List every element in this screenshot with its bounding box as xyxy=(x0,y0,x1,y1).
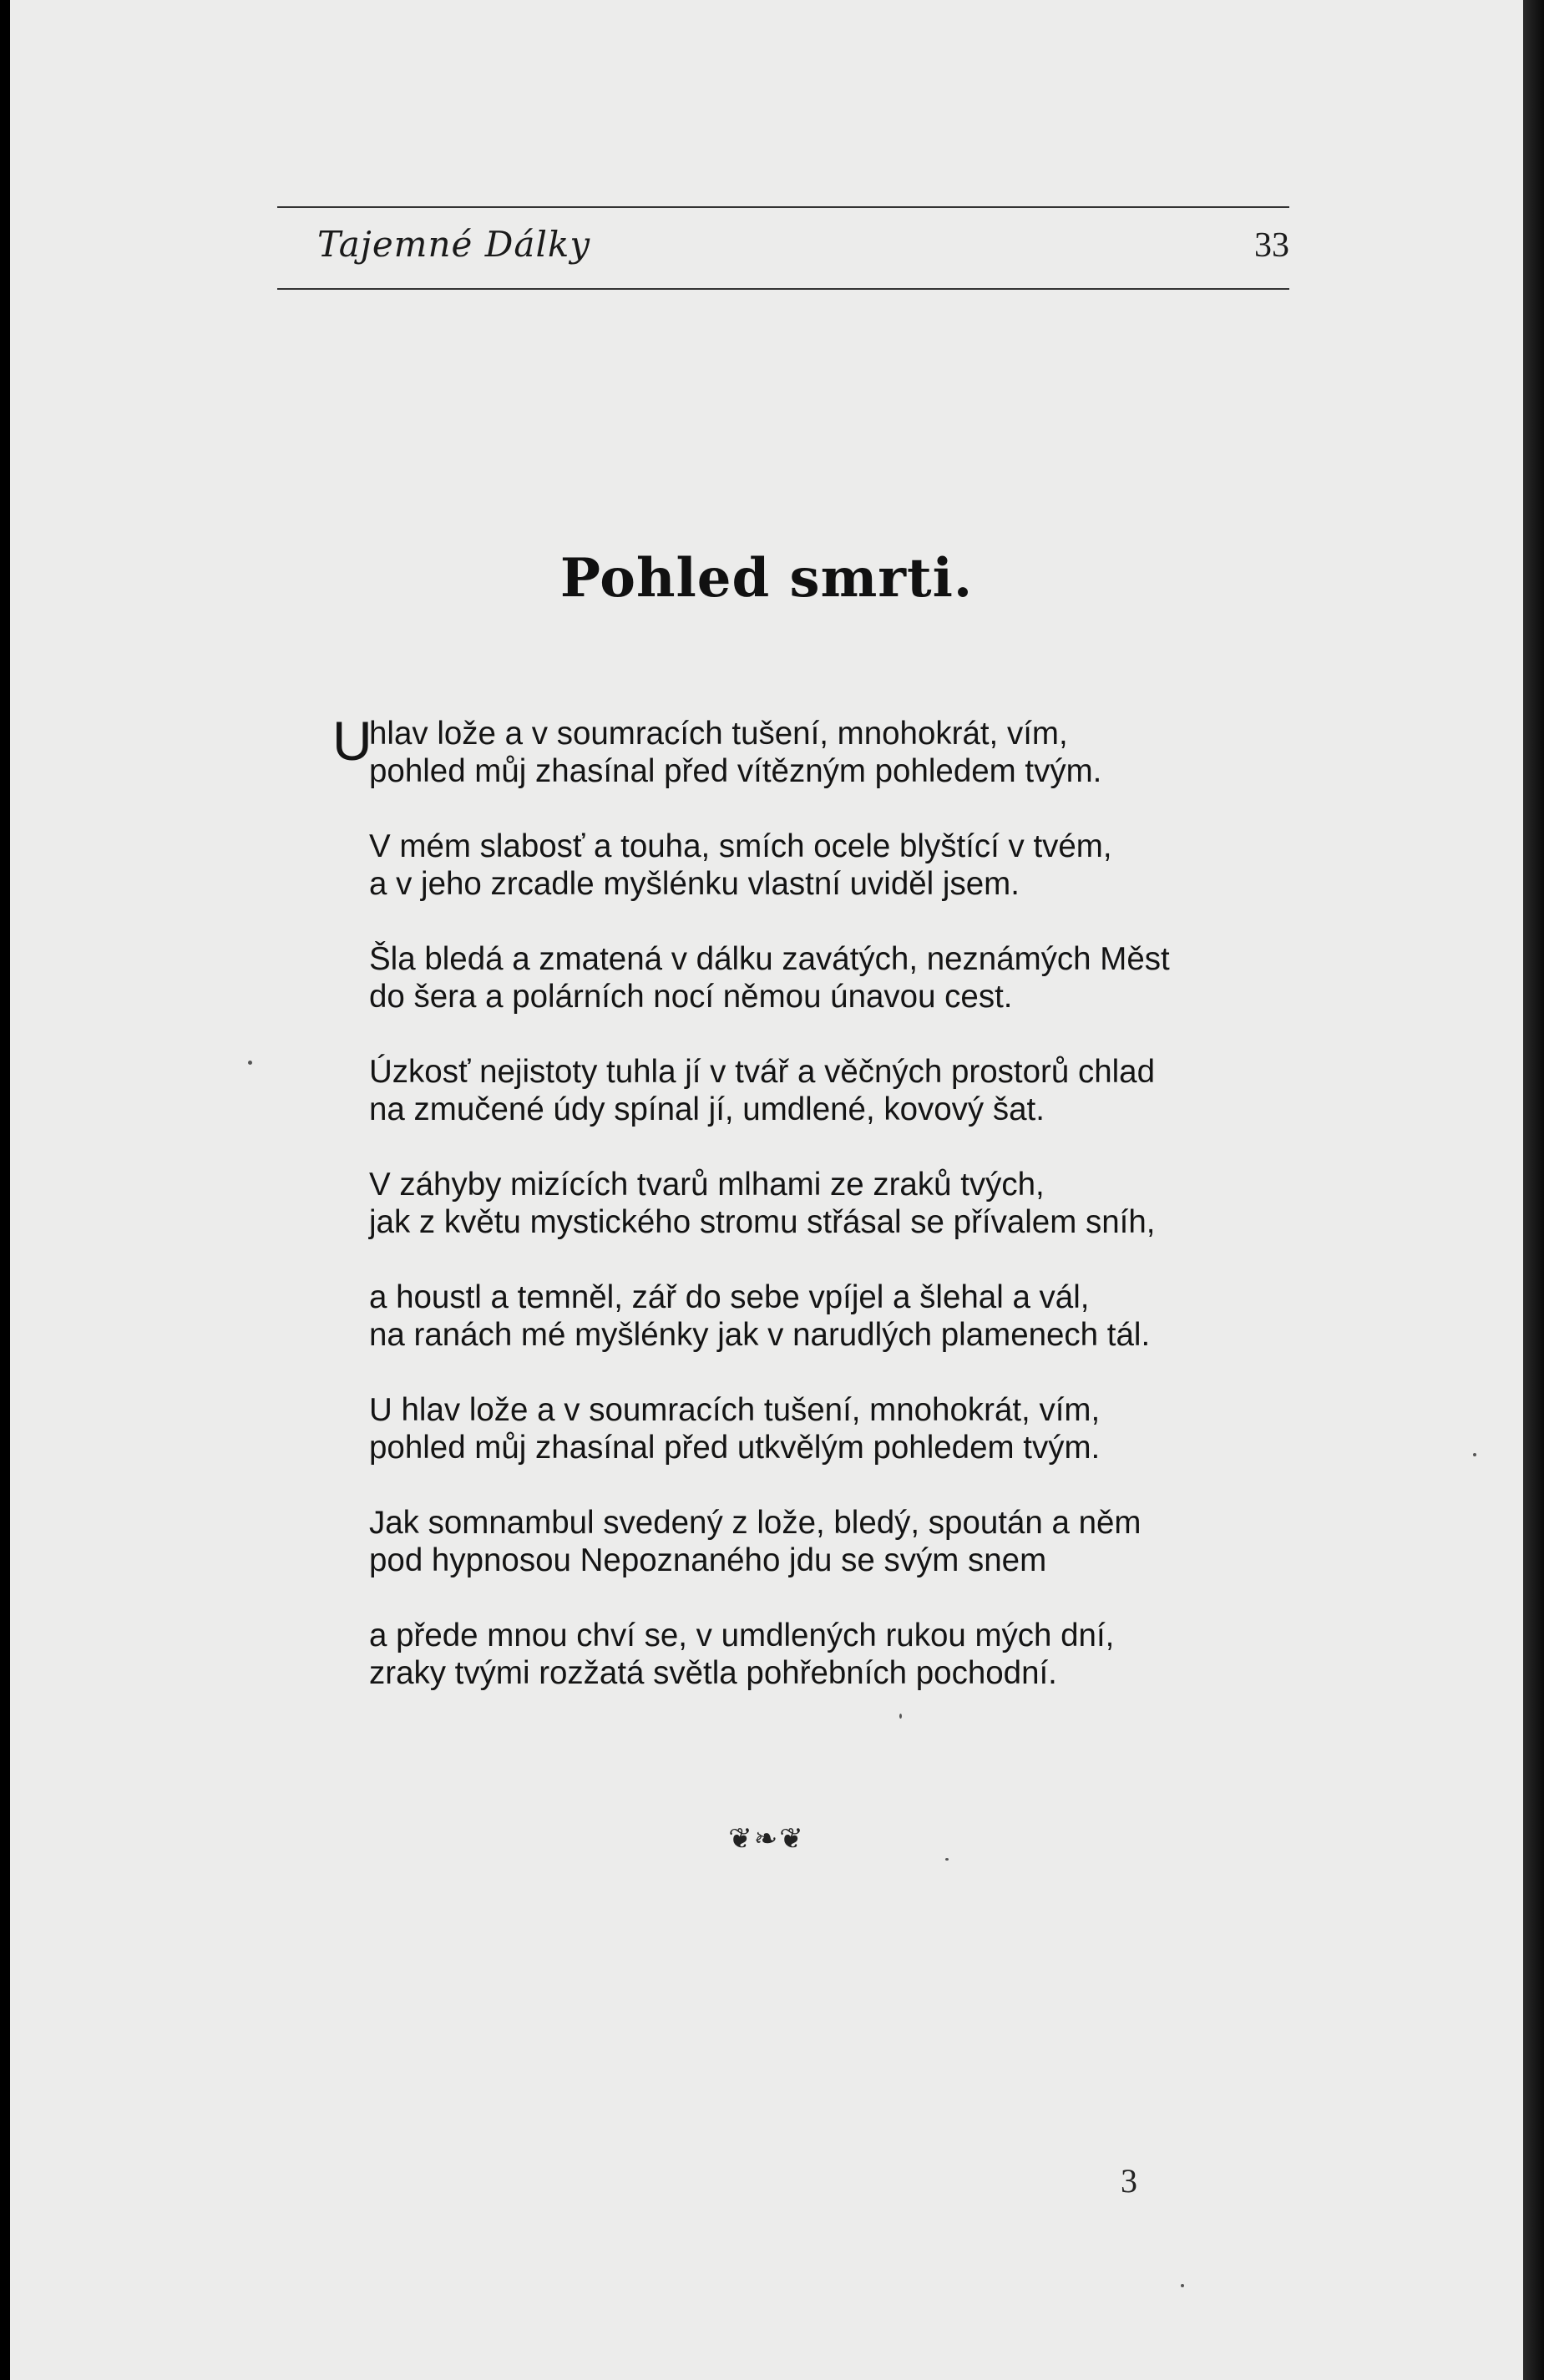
poem-line: a v jeho zrcadle myšlénku vlastní uviděl jsem. xyxy=(369,866,1020,902)
poem-line: a přede mnou chví se, v umdlených rukou mých dní, xyxy=(369,1618,1115,1653)
stanza xyxy=(369,1053,1329,1128)
paper-speck xyxy=(1181,2284,1184,2287)
poem-line: pohled můj zhasínal před utkvělým pohledem tvým. xyxy=(369,1430,1101,1466)
stanza xyxy=(369,1504,1329,1579)
header-rule-bottom xyxy=(277,288,1289,290)
ornament-icon: ❦❧❦ xyxy=(728,1822,805,1856)
poem-line: a houstl a temněl, zář do sebe vpíjel a šlehal a vál, xyxy=(369,1279,1090,1315)
poem-line: hlav lože a v soumracích tušení, mnohokrát, vím, xyxy=(369,716,1068,752)
poem-line: na zmučené údy spínal jí, umdlené, kovový šat. xyxy=(369,1091,1045,1127)
stanza xyxy=(369,1617,1329,1692)
poem-line: do šera a polárních nocí němou únavou cest. xyxy=(369,979,1013,1015)
paper-speck xyxy=(945,1858,949,1861)
stanza xyxy=(369,940,1329,1015)
poem-body xyxy=(332,710,1329,1729)
page-number: 33 xyxy=(1254,226,1289,265)
poem-line: na ranách mé myšlénky jak v narudlých plamenech tál. xyxy=(369,1317,1151,1353)
book-page xyxy=(10,0,1523,2380)
poem-line: Jak somnambul svedený z lože, bledý, spoután a něm xyxy=(369,1505,1142,1541)
stanza xyxy=(369,1279,1329,1354)
poem-line: zraky tvými rozžatá světla pohřebních pochodní. xyxy=(369,1655,1057,1691)
poem-line: Šla bledá a zmatená v dálku zavátých, neznámých Měst xyxy=(369,941,1170,977)
stanza xyxy=(369,828,1329,903)
poem-line: U hlav lože a v soumracích tušení, mnohokrát, vím, xyxy=(369,1392,1101,1428)
stanza xyxy=(369,1166,1329,1241)
header-rule-top xyxy=(277,206,1289,208)
stanza xyxy=(332,710,1329,790)
signature-mark: 3 xyxy=(1121,2162,1137,2200)
page-edge xyxy=(1523,0,1544,2380)
poem-line: Úzkosť nejistoty tuhla jí v tvář a věčných prostorů chlad xyxy=(369,1054,1155,1090)
paper-speck xyxy=(248,1061,252,1065)
poem-line: V mém slabosť a touha, smích ocele blyštící v tvém, xyxy=(369,828,1112,864)
drop-cap: U xyxy=(332,710,372,772)
paper-speck xyxy=(1473,1453,1476,1456)
stanza xyxy=(369,1391,1329,1466)
poem-title: Pohled smrti. xyxy=(559,547,974,610)
poem-line: pod hypnosou Nepoznaného jdu se svým snem xyxy=(369,1542,1047,1578)
running-head: Tajemné Dálky xyxy=(317,224,591,265)
paper-speck xyxy=(899,1714,902,1719)
poem-line: V záhyby mizících tvarů mlhami ze zraků tvých, xyxy=(369,1167,1045,1203)
poem-line: jak z květu mystického stromu střásal se přívalem sníh, xyxy=(369,1204,1156,1240)
poem-line: pohled můj zhasínal před vítězným pohledem tvým. xyxy=(369,753,1102,789)
